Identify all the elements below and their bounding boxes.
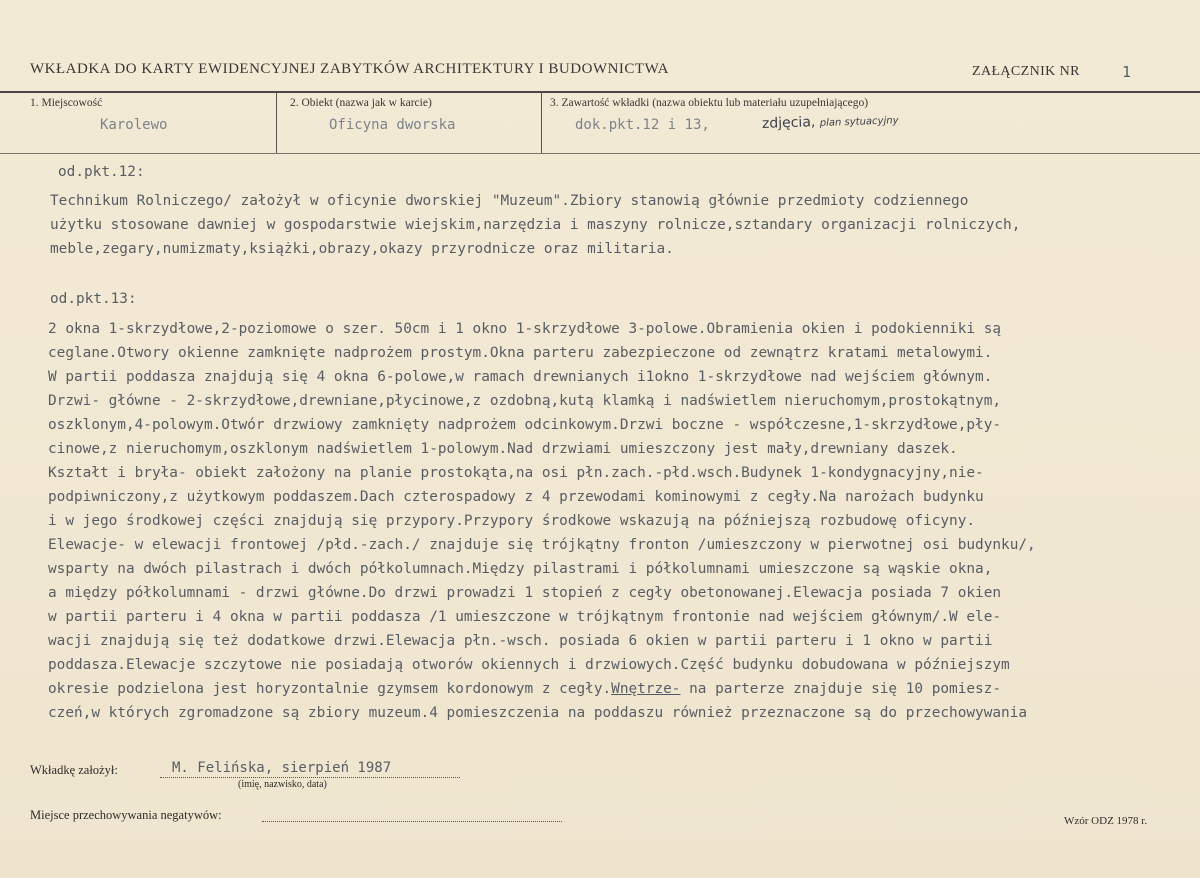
text-line: użytku stosowane dawniej w gospodarstwie wiejskim,narzędzia i maszyny rolnicze,sztandary organizacji rolniczych, xyxy=(50,217,1021,233)
text-line: od.pkt.13: xyxy=(50,291,137,307)
author-line xyxy=(160,777,460,778)
text-run: na parterze znajduje się 10 pomiesz- xyxy=(680,681,1002,697)
author-label: Wkładkę założył: xyxy=(30,763,118,777)
field-locality-value: Karolewo xyxy=(100,117,168,133)
section-heading: Wnętrze- xyxy=(611,681,681,697)
text-line: oszklonym,4-polowym.Otwór drzwiowy zamknięty nadprożem odcinkowym.Drzwi boczne - współczesne,1-skrzydłowe,pły- xyxy=(48,417,1002,433)
text-line: Elewacje- w elewacji frontowej /płd.-zach./ znajduje się trójkątny fronton /umieszczony w pierwotnej osi budynku/, xyxy=(48,537,1036,553)
handwritten-note xyxy=(762,111,899,132)
text-line: cinowe,z nieruchomym,oszklonym nadświetlem 1-polowym.Nad drzwiami umieszczony jest mały,drewniany daszek. xyxy=(48,441,958,457)
negatives-line xyxy=(262,821,562,822)
fields-rule xyxy=(0,153,1200,154)
text-line: Kształt i bryła- obiekt założony na planie prostokąta,na osi płn.zach.-płd.wsch.Budynek 1-kondygnacyjny,nie- xyxy=(48,465,984,481)
text-line: i w jego środkowej części znajdują się przypory.Przypory środkowe wskazują na późniejszą rozbudowę oficyny. xyxy=(48,513,976,529)
description-text xyxy=(40,160,1200,775)
text-line: w partii parteru i 4 okna w partii poddasza /1 umieszczone w trójkątnym frontonie nad wejściem głównym/.W ele- xyxy=(48,609,1002,625)
negatives-label: Miejsce przechowywania negatywów: xyxy=(30,808,222,822)
field-object-value: Oficyna dworska xyxy=(329,117,456,133)
field-contents-label: 3. Zawartość wkładki (nazwa obiektu lub materiału uzupełniającego) xyxy=(550,97,869,109)
text-line: meble,zegary,numizmaty,książki,obrazy,okazy przyrodnicze oraz militaria. xyxy=(50,241,674,257)
field-divider xyxy=(276,91,277,154)
field-object-label: 2. Obiekt (nazwa jak w karcie) xyxy=(290,97,432,109)
text-line: od.pkt.12: xyxy=(58,164,145,180)
field-locality-label: 1. Miejscowość xyxy=(30,97,103,109)
document-title: WKŁADKA DO KARTY EWIDENCYJNEJ ZABYTKÓW ARCHITEKTURY I BUDOWNICTWA xyxy=(30,61,669,77)
text-line: ceglane.Otwory okienne zamknięte nadprożem prostym.Okna parteru zabezpieczone od zewnątrz kratami metalowymi. xyxy=(48,345,993,361)
field-divider xyxy=(541,91,542,154)
text-line xyxy=(48,681,1001,697)
annex-label: ZAŁĄCZNIK NR xyxy=(972,64,1080,79)
text-line: a między półkolumnami - drzwi główne.Do drzwi prowadzi 1 stopień z cegły obetonowanej.Elewacja posiada 7 okien xyxy=(48,585,1002,601)
text-line: czeń,w których zgromadzone są zbiory muzeum.4 pomieszczenia na poddaszu również przeznaczone są do przechowywania xyxy=(48,705,1028,721)
text-line: Drzwi- główne - 2-skrzydłowe,drewniane,płycinowe,z ozdobną,kutą klamką i nadświetlem nieruchomym,prostokątnym, xyxy=(48,393,1002,409)
author-value: M. Felińska, sierpień 1987 xyxy=(172,760,392,776)
author-caption: (imię, nazwisko, data) xyxy=(238,779,327,790)
field-contents-value: dok.pkt.12 i 13, xyxy=(575,117,710,133)
text-line: wsparty na dwóch pilastrach i dwóch półkolumnach.Między pilastrami i półkolumnami umieszczone są wąskie okna, xyxy=(48,561,993,577)
text-run: okresie podzielona jest horyzontalnie gzymsem kordonowym z cegły. xyxy=(48,681,612,697)
form-model: Wzór ODZ 1978 r. xyxy=(1064,815,1148,827)
text-line: Technikum Rolniczego/ założył w oficynie dworskiej "Muzeum".Zbiory stanowią głównie przedmioty codziennego xyxy=(50,193,969,209)
text-line: wacji znajdują się też dodatkowe drzwi.Elewacja płn.-wsch. posiada 6 okien w partii parteru i 1 okno w partii xyxy=(48,633,993,649)
text-line: podpiwniczony,z użytkowym poddaszem.Dach czterospadowy z 4 przewodami kominowymi z cegły.Na narożach budynku xyxy=(48,489,984,505)
header-rule xyxy=(0,91,1200,93)
handwritten-site-plan: plan sytuacyjny xyxy=(819,115,899,129)
text-line: 2 okna 1-skrzydłowe,2-poziomowe o szer. 50cm i 1 okno 1-skrzydłowe 3-polowe.Obramienia okien i podokienniki są xyxy=(48,321,1002,337)
text-line: poddasza.Elewacje szczytowe nie posiadają otworów okiennych i drzwiowych.Część budynku dobudowana w późniejszym xyxy=(48,657,1010,673)
annex-number: 1 xyxy=(1122,63,1132,81)
handwritten-photos: zdjęcia, xyxy=(761,114,816,132)
text-line: W partii poddasza znajdują się 4 okna 6-polowe,w ramach drewnianych i1okno 1-skrzydłowe nad wejściem głównym. xyxy=(48,369,993,385)
